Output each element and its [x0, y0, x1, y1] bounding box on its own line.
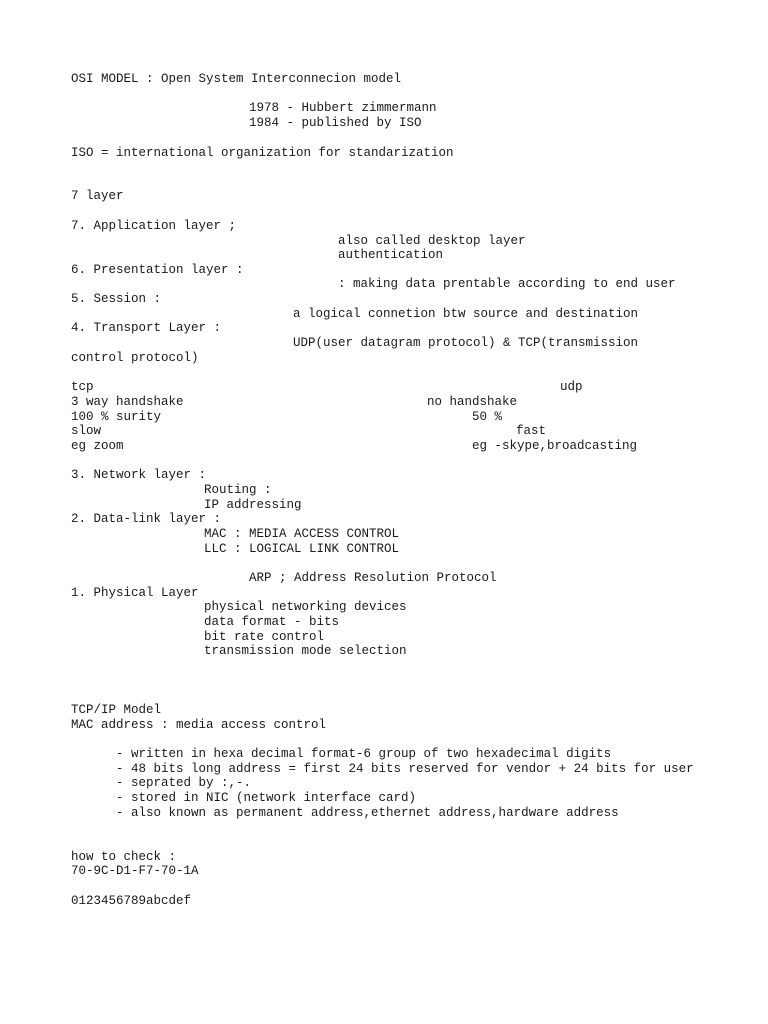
udp-item: no handshake [427, 395, 518, 409]
layers-intro: 7 layer [71, 189, 124, 203]
iso-definition: ISO = international organization for standarization [71, 146, 454, 160]
layer-item: transmission mode selection [204, 644, 407, 658]
layer-note: : making data prentable according to end user [338, 277, 676, 291]
layer-title: 3. Network layer : [71, 468, 207, 482]
check-heading: how to check : [71, 850, 177, 864]
layer-note: authentication [338, 248, 444, 262]
tcp-item: 100 % surity [71, 410, 162, 424]
udp-item: eg -skype,broadcasting [472, 439, 638, 453]
arp-note: ARP ; Address Resolution Protocol [249, 571, 497, 585]
tcp-heading: tcp [71, 380, 94, 394]
layer-item: MAC : MEDIA ACCESS CONTROL [204, 527, 400, 541]
example-mac: 70-9C-D1-F7-70-1A [71, 864, 199, 878]
mac-bullet: - seprated by :,-. [116, 776, 252, 790]
history-line: 1978 - Hubbert zimmermann [249, 101, 437, 115]
mac-bullet: - stored in NIC (network interface card) [116, 791, 417, 805]
layer-title: 5. Session : [71, 292, 162, 306]
mac-heading: MAC address : media access control [71, 718, 327, 732]
udp-item: 50 % [472, 410, 503, 424]
mac-bullet: - also known as permanent address,ethernet address,hardware address [116, 806, 619, 820]
layer-item: Routing : [204, 483, 272, 497]
layer-title: 4. Transport Layer : [71, 321, 222, 335]
layer-note: also called desktop layer [338, 234, 526, 248]
mac-bullet: - written in hexa decimal format-6 group of two hexadecimal digits [116, 747, 612, 761]
tcpip-title: TCP/IP Model [71, 703, 162, 717]
layer-item: data format - bits [204, 615, 340, 629]
layer-note: a logical connetion btw source and destination [293, 307, 639, 321]
udp-item: fast [516, 424, 547, 438]
mac-bullet: - 48 bits long address = first 24 bits reserved for vendor + 24 bits for user [116, 762, 694, 776]
layer-note: UDP(user datagram protocol) & TCP(transmission [293, 336, 639, 350]
document-title: OSI MODEL : Open System Interconnecion model [71, 72, 402, 86]
tcp-item: slow [71, 424, 102, 438]
layer-note: control protocol) [71, 351, 199, 365]
layer-item: IP addressing [204, 498, 302, 512]
layer-item: LLC : LOGICAL LINK CONTROL [204, 542, 400, 556]
hex-digits: 0123456789abcdef [71, 894, 192, 908]
layer-title: 1. Physical Layer [71, 586, 199, 600]
layer-title: 6. Presentation layer : [71, 263, 244, 277]
layer-title: 2. Data-link layer : [71, 512, 222, 526]
history-line: 1984 - published by ISO [249, 116, 422, 130]
udp-heading: udp [560, 380, 583, 394]
tcp-item: eg zoom [71, 439, 124, 453]
layer-title: 7. Application layer ; [71, 219, 237, 233]
layer-item: physical networking devices [204, 600, 407, 614]
tcp-item: 3 way handshake [71, 395, 184, 409]
layer-item: bit rate control [204, 630, 325, 644]
